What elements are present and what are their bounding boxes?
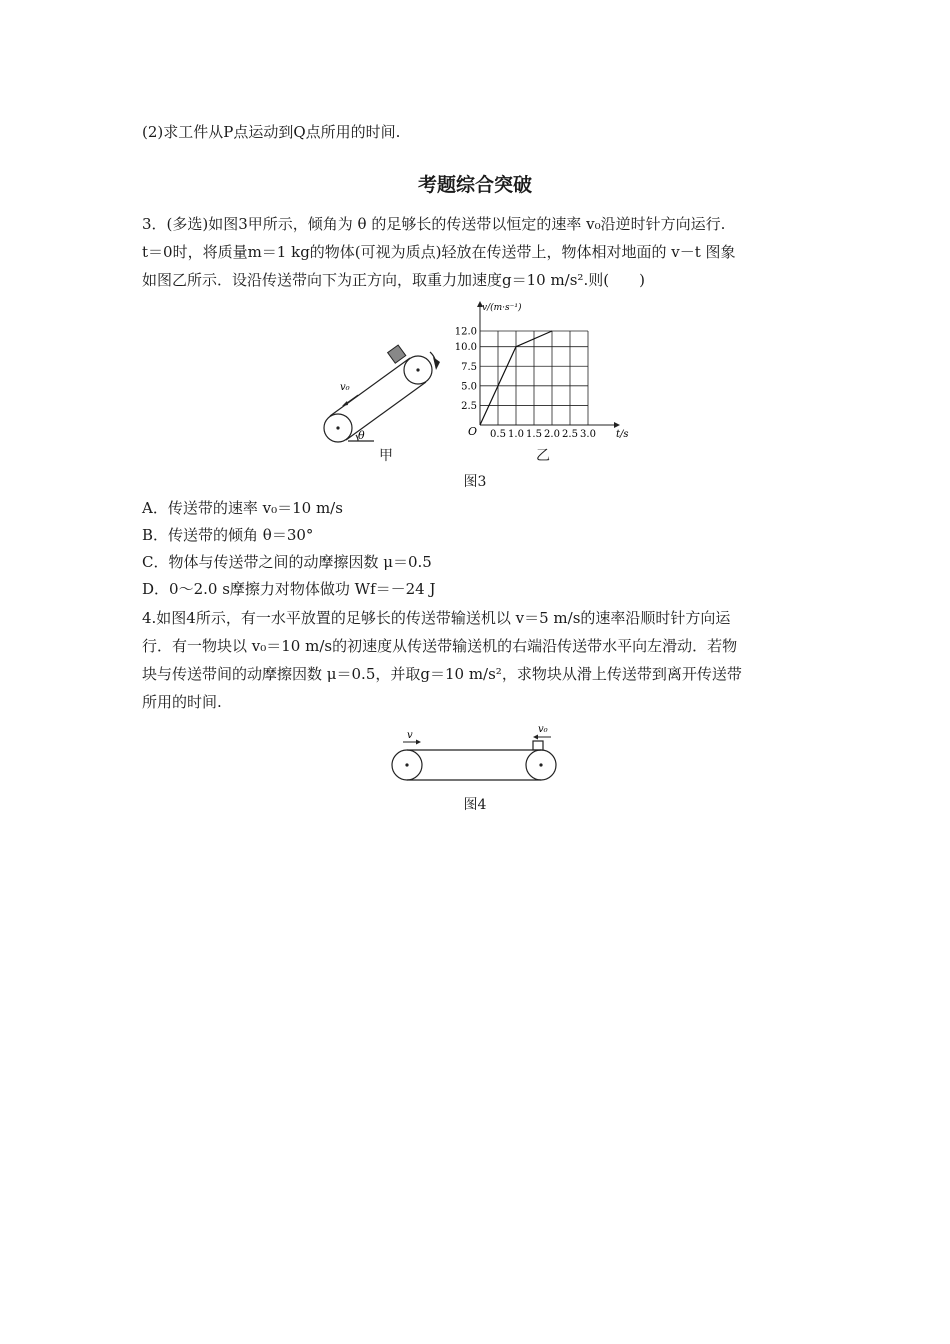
section-title: 考题综合突破 — [417, 174, 532, 196]
arrow-right-icon — [416, 740, 421, 745]
block-on-belt — [388, 345, 406, 363]
x-tick-label: 0.5 — [490, 429, 506, 440]
incline-conveyor-figure — [318, 340, 448, 450]
incline-v0-label: v₀ — [340, 382, 350, 393]
q3-option-b: B．传送带的倾角 θ＝30° — [142, 526, 314, 544]
vt-chart — [440, 295, 640, 445]
x-axis-label: t/s — [616, 429, 629, 440]
horizontal-conveyor-figure — [385, 720, 565, 785]
fig3-jia-label: 甲 — [379, 448, 393, 464]
q3-option-c: C．物体与传送带之间的动摩擦因数 μ＝0.5 — [142, 553, 432, 571]
fig3-yi-label: 乙 — [536, 448, 550, 464]
q4-line-4: 所用的时间. — [142, 693, 222, 711]
incline-angle-label: θ — [358, 429, 365, 442]
y-tick-label: 7.5 — [461, 361, 477, 373]
q3-option-a: A．传送带的速率 v₀＝10 m/s — [142, 499, 343, 517]
y-tick-label: 12.0 — [454, 326, 477, 338]
x-tick-label: 1.5 — [526, 429, 542, 440]
x-tick-label: 2.5 — [562, 429, 578, 440]
q3-line-2: t＝0时，将质量m＝1 kg的物体(可视为质点)轻放在传送带上，物体相对地面的 v－t 图象 — [142, 243, 736, 261]
fig4-caption: 图4 — [463, 797, 487, 813]
y-axis-label: v/(m·s⁻¹) — [482, 303, 522, 313]
q4-line-1: 4.如图4所示，有一水平放置的足够长的传送带输送机以 v＝5 m/s的速率沿顺时针方向运 — [142, 609, 731, 627]
y-tick-label: 2.5 — [461, 400, 477, 412]
sliding-block — [533, 741, 543, 750]
q4-line-3: 块与传送带间的动摩擦因数 μ＝0.5，并取g＝10 m/s²，求物块从滑上传送带到离开传送带 — [142, 665, 742, 683]
q4-line-2: 行．有一物块以 v₀＝10 m/s的初速度从传送带输送机的右端沿传送带水平向左滑动．若物 — [142, 637, 738, 655]
belt-v0-label: v₀ — [538, 724, 548, 735]
fig3-caption: 图3 — [463, 474, 487, 490]
q2-text: (2)求工件从P点运动到Q点所用的时间. — [142, 123, 401, 141]
y-tick-label: 5.0 — [461, 381, 477, 393]
q3-option-d: D．0～2.0 s摩擦力对物体做功 Wf＝－24 J — [142, 580, 436, 598]
x-axis-arrow-icon — [614, 422, 620, 428]
x-tick-label: 1.0 — [508, 429, 524, 440]
y-tick-label: 10.0 — [454, 342, 477, 354]
arrow-down-left-icon — [342, 401, 348, 406]
x-tick-label: 3.0 — [580, 429, 596, 440]
q3-line-1: 3．(多选)如图3甲所示，倾角为 θ 的足够长的传送带以恒定的速率 v₀沿逆时针方向运行. — [142, 215, 726, 233]
belt-v-label: v — [407, 730, 413, 741]
x-tick-label: 2.0 — [544, 429, 560, 440]
origin-label: O — [468, 425, 478, 438]
q3-line-3: 如图乙所示．设沿传送带向下为正方向，取重力加速度g＝10 m/s².则( ) — [142, 271, 645, 289]
arrow-left-icon — [533, 735, 538, 740]
